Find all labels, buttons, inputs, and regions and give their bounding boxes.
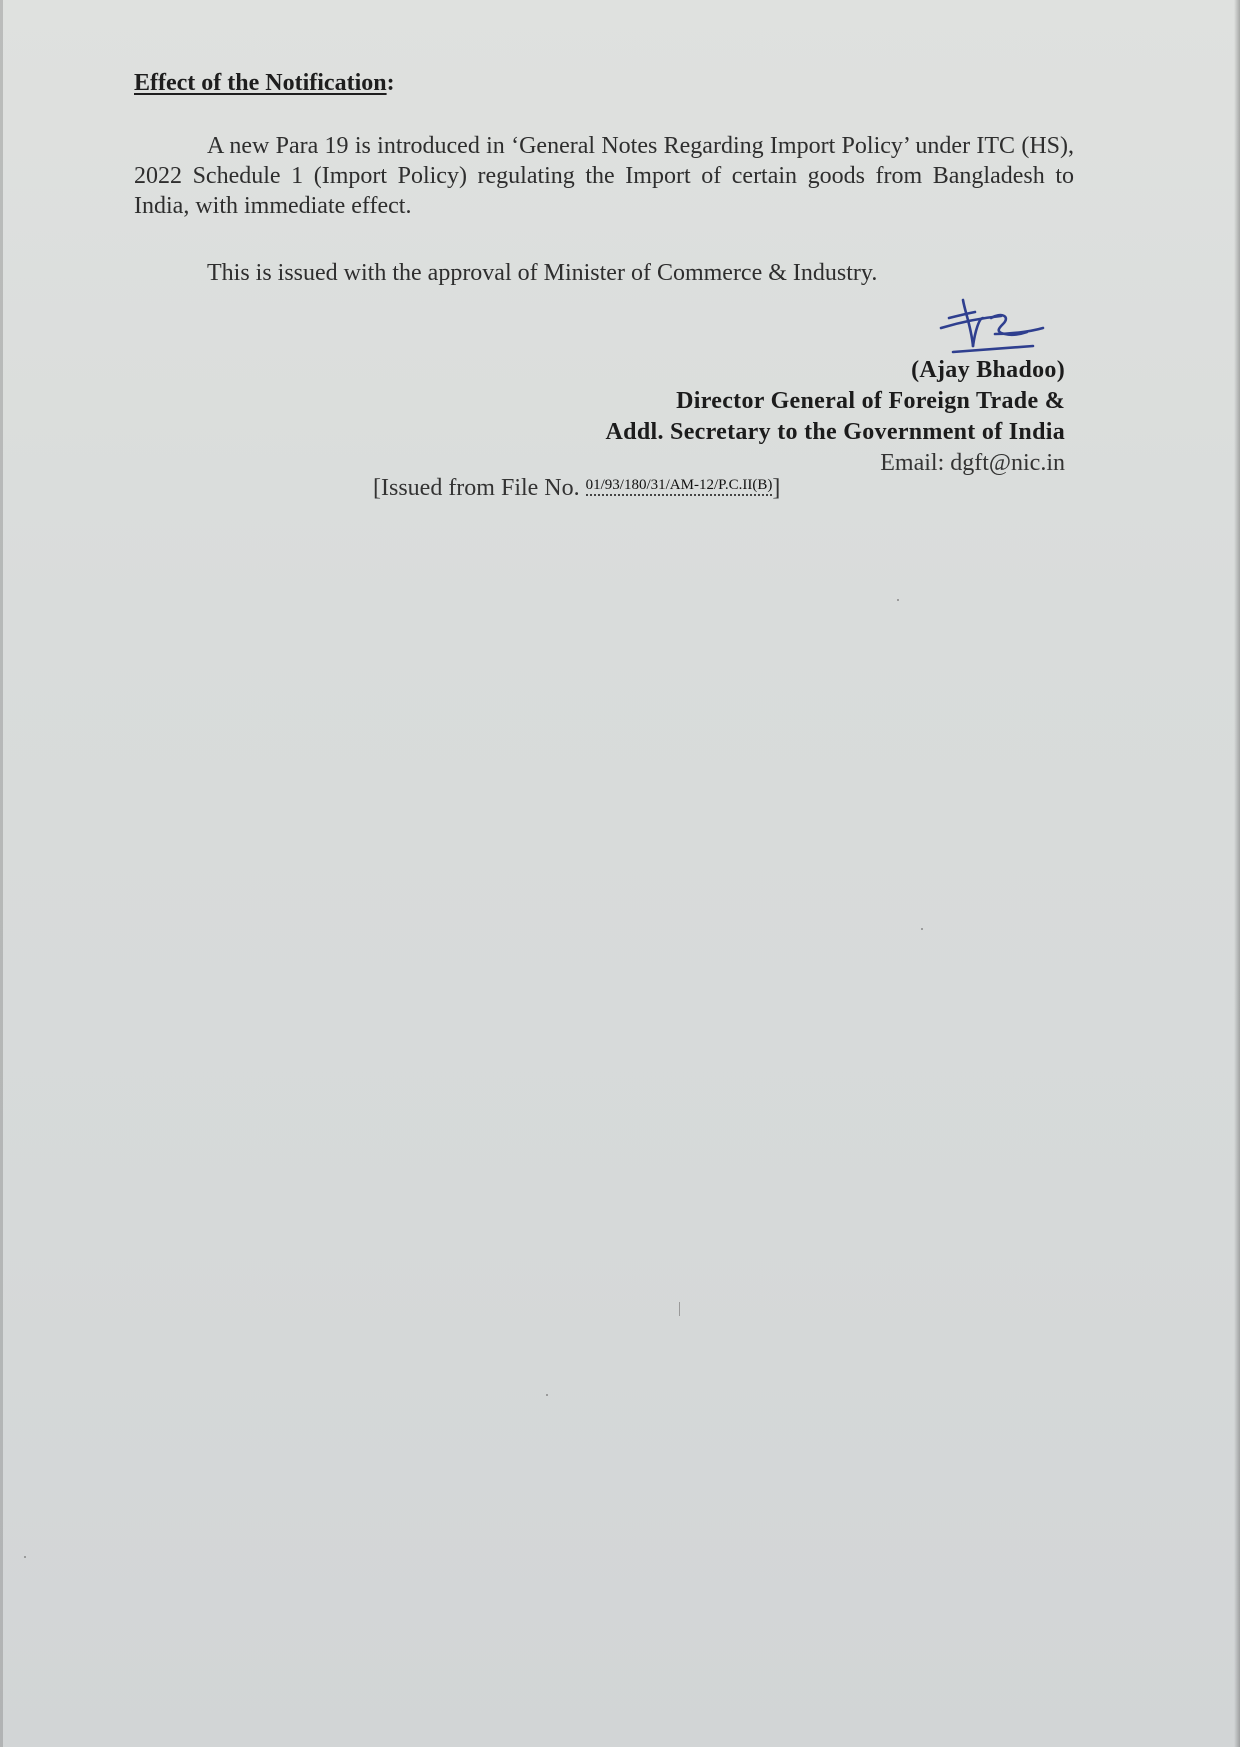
signatory-designation-1: Director General of Foreign Trade &	[676, 388, 1065, 414]
scan-left-edge	[0, 0, 3, 1747]
section-heading-text: Effect of the Notification	[134, 70, 387, 96]
signatory-name: (Ajay Bhadoo)	[911, 357, 1065, 383]
signatory-email: Email: dgft@nic.in	[880, 450, 1065, 476]
file-reference	[373, 475, 780, 502]
scan-speck	[679, 1302, 680, 1316]
scan-speck	[897, 599, 899, 601]
file-reference-prefix: [Issued from File No.	[373, 475, 580, 501]
signature-block	[606, 355, 1065, 479]
scan-right-edge	[1234, 0, 1240, 1747]
scan-speck	[546, 1394, 548, 1396]
notification-effect-paragraph: A new Para 19 is introduced in ‘General Notes Regarding Import Policy’ under ITC (HS), 2022 Schedule 1 (Import Policy) regulating the Import of certain goods from Bangladesh to India, with immediate effect.	[134, 133, 1074, 219]
file-reference-suffix: ]	[772, 475, 781, 501]
section-heading	[134, 70, 395, 97]
scan-speck	[921, 928, 923, 930]
signatory-designation-2: Addl. Secretary to the Government of India	[605, 419, 1065, 445]
scan-speck	[24, 1556, 26, 1558]
handwritten-signature	[935, 288, 1047, 360]
approval-paragraph: This is issued with the approval of Minister of Commerce & Industry.	[207, 260, 878, 286]
file-number: 01/93/180/31/AM-12/P.C.II(B)	[586, 477, 773, 496]
section-heading-colon: :	[386, 70, 395, 96]
